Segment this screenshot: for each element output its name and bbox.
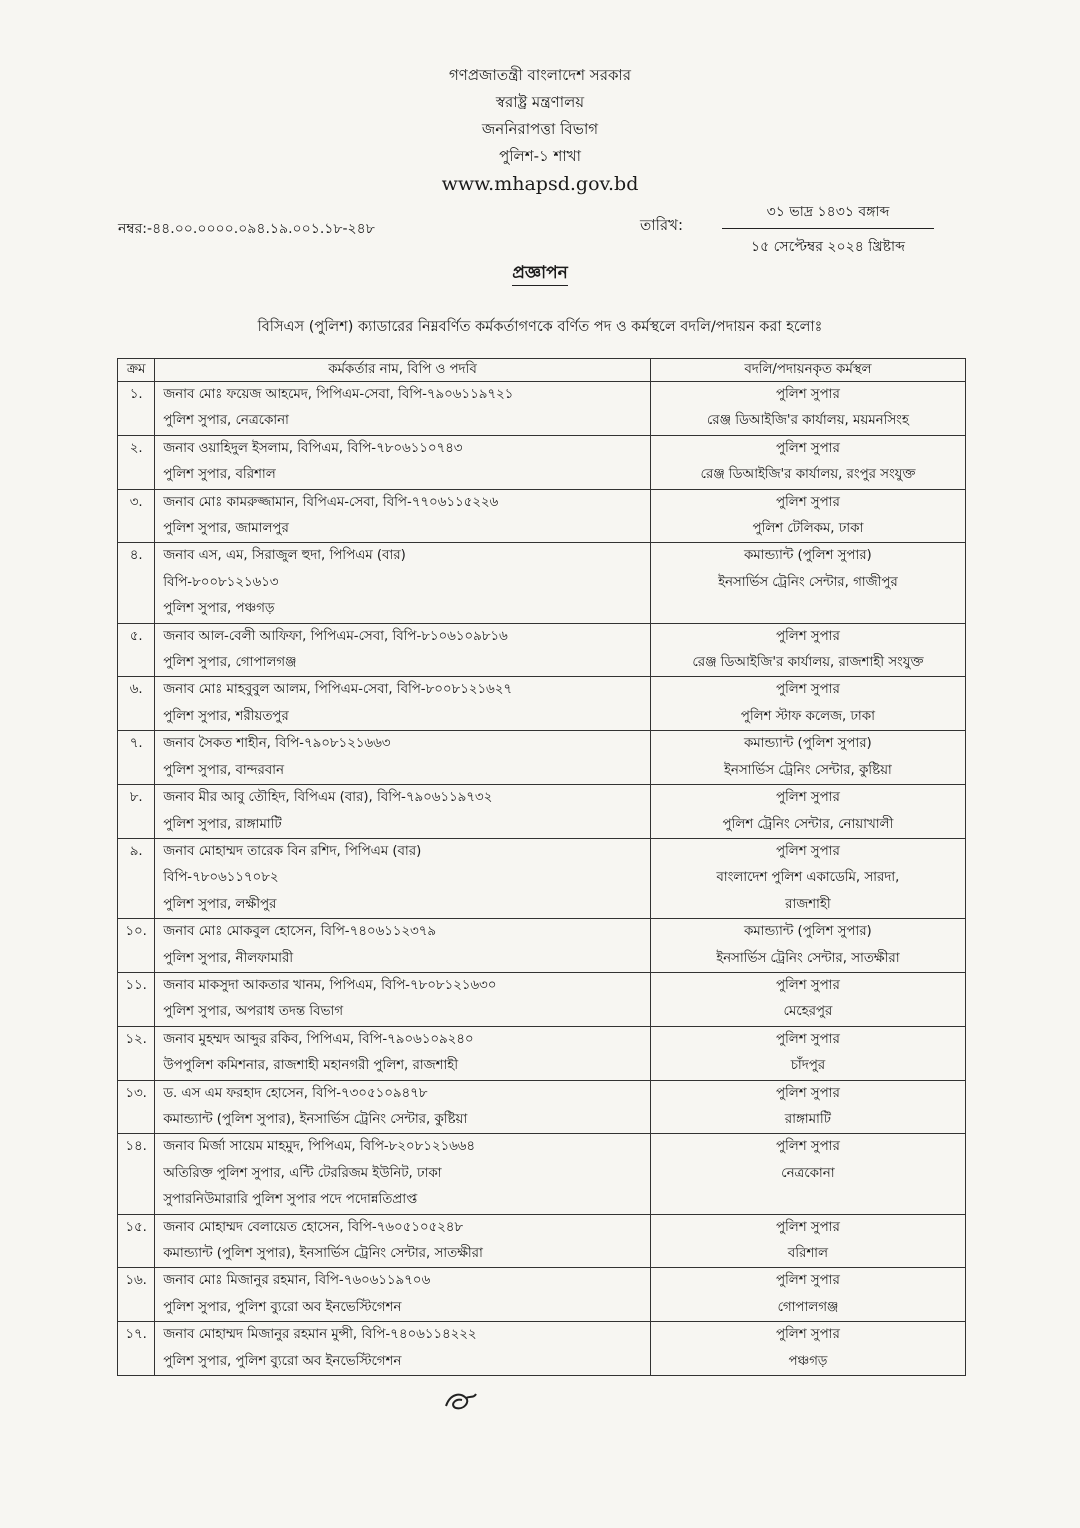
row-officer — [155, 919, 651, 973]
officer-line: জনাব মোঃ ফয়েজ আহমেদ, পিপিএম-সেবা, বিপি-৭৯০৬১১৯৭২১ — [163, 387, 514, 402]
date-block — [722, 200, 934, 259]
row-posting — [650, 1134, 965, 1214]
row-posting — [650, 785, 965, 839]
officer-line: পুলিশ সুপার, গোপালগঞ্জ — [163, 655, 297, 671]
officer-line: অতিরিক্ত পুলিশ সুপার, এন্টি টেররিজম ইউনিট, ঢাকা — [163, 1165, 442, 1181]
row-serial: ১৭. — [118, 1322, 155, 1376]
posting-line: পুলিশ সুপার — [775, 1085, 840, 1101]
officer-line: জনাব মোঃ মাহবুবুল আলম, পিপিএম-সেবা, বিপি-৮০০৮১২১৬২৭ — [163, 682, 512, 698]
posting-line: চাঁদপুর — [790, 1058, 826, 1074]
header-posting: বদলি/পদায়নকৃত কর্মস্থল — [650, 359, 965, 382]
officer-line: পুলিশ সুপার, জামালপুর — [163, 521, 289, 537]
officer-line: পুলিশ সুপার, বরিশাল — [163, 467, 276, 483]
row-posting — [650, 543, 965, 623]
officer-line: ড. এস এম ফরহাদ হোসেন, বিপি-৭৩০৫১০৯৪৭৮ — [163, 1085, 428, 1101]
officer-line: সুপারনিউমারারি পুলিশ সুপার পদে পদোন্নতিপ্রাপ্ত — [163, 1192, 417, 1208]
row-officer — [155, 1214, 651, 1268]
row-posting — [650, 382, 965, 436]
posting-line: রেঞ্জ ডিআইজি'র কার্যালয়, রাজশাহী সংযুক্ত — [692, 655, 924, 671]
posting-line: পুলিশ সুপার — [775, 387, 840, 402]
header-officer: কর্মকর্তার নাম, বিপি ও পদবি — [155, 359, 651, 382]
row-posting — [650, 1214, 965, 1268]
officer-line: জনাব মোহাম্মদ বেলায়েত হোসেন, বিপি-৭৬০৫১০৫২৪৮ — [163, 1219, 464, 1235]
row-officer — [155, 543, 651, 623]
officer-line: কমান্ড্যান্ট (পুলিশ সুপার), ইনসার্ভিস ট্রেনিং সেন্টার, সাতক্ষীরা — [163, 1246, 483, 1261]
officer-line: পুলিশ সুপার, লক্ষীপুর — [163, 896, 277, 912]
posting-line: ইনসার্ভিস ট্রেনিং সেন্টার, কুষ্টিয়া — [723, 762, 892, 778]
table-row — [118, 1080, 966, 1134]
row-posting — [650, 731, 965, 785]
row-officer — [155, 1026, 651, 1080]
table-row — [118, 1214, 966, 1268]
row-posting — [650, 972, 965, 1026]
posting-line: মেহেরপুর — [783, 1004, 833, 1020]
table-row — [118, 382, 966, 436]
officer-line: পুলিশ সুপার, পঞ্চগড় — [163, 601, 275, 617]
posting-line: পুলিশ সুপার — [775, 1031, 840, 1047]
posting-line: বরিশাল — [787, 1246, 828, 1261]
table-row — [118, 623, 966, 677]
row-serial: ১. — [118, 382, 155, 436]
officer-line: জনাব মোহাম্মদ মিজানুর রহমান মুন্সী, বিপি-৭৪০৬১১৪২২২ — [163, 1327, 477, 1343]
officer-line: জনাব মীর আবু তৌহিদ, বিপিএম (বার), বিপি-৭৯০৬১১৯৭৩২ — [163, 790, 493, 806]
posting-line: রেঞ্জ ডিআইজি'র কার্যালয়, রংপুর সংযুক্ত — [700, 467, 916, 483]
row-posting — [650, 1026, 965, 1080]
row-serial: ১৫. — [118, 1214, 155, 1268]
row-serial: ৮. — [118, 785, 155, 839]
posting-line: পুলিশ সুপার — [775, 628, 840, 644]
officer-line: পুলিশ সুপার, রাঙ্গামাটি — [163, 816, 282, 832]
row-posting — [650, 1268, 965, 1322]
notice-title — [0, 260, 1080, 288]
row-posting — [650, 435, 965, 489]
transfer-table — [117, 358, 966, 1376]
header-website[interactable]: www.mhapsd.gov.bd — [441, 173, 639, 195]
row-serial: ৩. — [118, 489, 155, 543]
posting-line: পুলিশ সুপার — [775, 1139, 840, 1155]
posting-line: পুলিশ সুপার — [775, 1219, 840, 1235]
row-serial: ১১. — [118, 972, 155, 1026]
row-officer — [155, 838, 651, 918]
notice-title-text: প্রজ্ঞাপন — [512, 263, 568, 286]
officer-line: জনাব মোঃ মিজানুর রহমান, বিপি-৭৬০৬১১৯৭০৬ — [163, 1273, 431, 1289]
row-posting — [650, 1322, 965, 1376]
posting-line: কমান্ড্যান্ট (পুলিশ সুপার) — [744, 548, 872, 564]
header-serial: ক্রম — [118, 359, 155, 382]
table-row — [118, 919, 966, 973]
officer-line: জনাব এস, এম, সিরাজুল হুদা, পিপিএম (বার) — [163, 548, 406, 564]
officer-line: জনাব মাকসুদা আকতার খানম, পিপিএম, বিপি-৭৮০৮১২১৬৩০ — [163, 977, 497, 993]
row-officer — [155, 489, 651, 543]
posting-line: কমান্ড্যান্ট (পুলিশ সুপার) — [744, 736, 872, 752]
officer-line: জনাব মোঃ কামরুজ্জামান, বিপিএম-সেবা, বিপি-৭৭০৬১১৫২২৬ — [163, 494, 499, 510]
posting-line: নেত্রকোনা — [781, 1165, 835, 1181]
row-serial: ১০. — [118, 919, 155, 973]
row-posting — [650, 919, 965, 973]
posting-line: পুলিশ স্টাফ কলেজ, ঢাকা — [740, 708, 875, 724]
posting-line: রাজশাহী — [785, 896, 831, 912]
row-serial: ৭. — [118, 731, 155, 785]
row-posting — [650, 677, 965, 731]
posting-line: পুলিশ সুপার — [775, 790, 840, 806]
row-officer — [155, 382, 651, 436]
row-serial: ১৬. — [118, 1268, 155, 1322]
posting-line: গোপালগঞ্জ — [777, 1299, 839, 1315]
officer-line: কমান্ড্যান্ট (পুলিশ সুপার), ইনসার্ভিস ট্রেনিং সেন্টার, কুষ্টিয়া — [163, 1111, 468, 1127]
table-row — [118, 1134, 966, 1214]
posting-line: বাংলাদেশ পুলিশ একাডেমি, সারদা, — [716, 870, 900, 886]
row-posting — [650, 623, 965, 677]
row-posting — [650, 838, 965, 918]
officer-line: জনাব মোঃ মোকবুল হোসেন, বিপি-৭৪০৬১১২৩৭৯ — [163, 924, 436, 940]
table-body — [118, 382, 966, 1376]
table-row — [118, 435, 966, 489]
posting-line: পুলিশ ট্রেনিং সেন্টার, নোয়াখালী — [722, 816, 894, 832]
officer-line: জনাব মুহম্মদ আব্দুর রকিব, পিপিএম, বিপি-৭৯০৬১০৯২৪০ — [163, 1031, 474, 1047]
table-row — [118, 838, 966, 918]
header-division: জননিরাপত্তা বিভাগ — [481, 120, 599, 138]
posting-line: পঞ্চগড় — [788, 1353, 828, 1369]
table-row — [118, 785, 966, 839]
posting-line: পুলিশ সুপার — [775, 494, 840, 510]
date-bangla: ৩১ ভাদ্র ১৪৩১ বঙ্গাব্দ — [722, 200, 934, 229]
officer-line: পুলিশ সুপার, শরীয়তপুর — [163, 708, 289, 724]
row-serial: ১২. — [118, 1026, 155, 1080]
table-row — [118, 677, 966, 731]
posting-line: রেঞ্জ ডিআইজি'র কার্যালয়, ময়মনসিংহ — [706, 413, 909, 429]
table-row — [118, 972, 966, 1026]
row-officer — [155, 677, 651, 731]
row-officer — [155, 1268, 651, 1322]
officer-line: জনাব মোহাম্মদ তারেক বিন রশিদ, পিপিএম (বার) — [163, 843, 422, 859]
row-officer — [155, 785, 651, 839]
table-row — [118, 731, 966, 785]
initial-signature — [440, 1386, 480, 1416]
officer-line: পুলিশ সুপার, পুলিশ ব্যুরো অব ইনভেস্টিগেশন — [163, 1353, 402, 1369]
posting-line: পুলিশ সুপার — [775, 1273, 840, 1289]
posting-line: পুলিশ সুপার — [775, 682, 840, 698]
table-header-row — [118, 359, 966, 382]
posting-line: পুলিশ সুপার — [775, 843, 840, 859]
posting-line: ইনসার্ভিস ট্রেনিং সেন্টার, সাতক্ষীরা — [716, 950, 900, 966]
header-government: গণপ্রজাতন্ত্রী বাংলাদেশ সরকার — [448, 66, 632, 84]
posting-line: পুলিশ সুপার — [775, 1327, 840, 1343]
table-row — [118, 543, 966, 623]
row-officer — [155, 1322, 651, 1376]
table-row — [118, 1322, 966, 1376]
officer-line: জনাব সৈকত শাহীন, বিপি-৭৯০৮১২১৬৬৩ — [163, 736, 391, 752]
header-branch: পুলিশ-১ শাখা — [499, 147, 581, 165]
posting-line: কমান্ড্যান্ট (পুলিশ সুপার) — [744, 924, 872, 940]
posting-line: রাঙ্গামাটি — [784, 1111, 831, 1127]
reference-number: নম্বর:-৪৪.০০.০০০০.০৯৪.১৯.০০১.১৮-২৪৮ — [118, 221, 375, 237]
row-serial: ৫. — [118, 623, 155, 677]
row-officer — [155, 972, 651, 1026]
row-officer — [155, 731, 651, 785]
officer-line: বিপি-৭৮০৬১১৭০৮২ — [163, 870, 279, 886]
officer-line: পুলিশ সুপার, পুলিশ ব্যুরো অব ইনভেস্টিগেশন — [163, 1299, 402, 1315]
posting-line: পুলিশ টেলিকম, ঢাকা — [752, 521, 864, 537]
date-english: ১৫ সেপ্টেম্বর ২০২৪ খ্রিষ্টাব্দ — [751, 239, 905, 255]
row-serial: ৪. — [118, 543, 155, 623]
row-serial: ১৪. — [118, 1134, 155, 1214]
posting-line: পুলিশ সুপার — [775, 977, 840, 993]
row-serial: ৯. — [118, 838, 155, 918]
posting-line: পুলিশ সুপার — [775, 440, 840, 456]
row-officer — [155, 623, 651, 677]
table-row — [118, 1268, 966, 1322]
document-header — [0, 62, 1080, 198]
officer-line: পুলিশ সুপার, অপরাধ তদন্ত বিভাগ — [163, 1004, 343, 1020]
posting-line: ইনসার্ভিস ট্রেনিং সেন্টার, গাজীপুর — [718, 574, 898, 590]
row-posting — [650, 489, 965, 543]
table-row — [118, 1026, 966, 1080]
intro-text: বিসিএস (পুলিশ) ক্যাডারের নিম্নবর্ণিত কর্মকর্তাগণকে বর্ণিত পদ ও কর্মস্থলে বদলি/পদায়ন করা হলোঃ — [257, 319, 823, 335]
officer-line: পুলিশ সুপার, নেত্রকোনা — [163, 413, 289, 429]
row-serial: ২. — [118, 435, 155, 489]
officer-line: জনাব মির্জা সায়েম মাহমুদ, পিপিএম, বিপি-৮২০৮১২১৬৬৪ — [163, 1139, 476, 1155]
officer-line: উপপুলিশ কমিশনার, রাজশাহী মহানগরী পুলিশ, রাজশাহী — [163, 1058, 459, 1074]
row-serial: ৬. — [118, 677, 155, 731]
row-officer — [155, 1134, 651, 1214]
row-officer — [155, 1080, 651, 1134]
date-label: তারিখ: — [640, 216, 684, 234]
row-posting — [650, 1080, 965, 1134]
officer-line: পুলিশ সুপার, নীলফামারী — [163, 950, 294, 966]
row-serial: ১৩. — [118, 1080, 155, 1134]
officer-line: জনাব ওয়াহিদুল ইসলাম, বিপিএম, বিপি-৭৮০৬১১০৭৪৩ — [163, 440, 463, 456]
officer-line: জনাব আল-বেলী আফিফা, পিপিএম-সেবা, বিপি-৮১০৬১০৯৮১৬ — [163, 628, 508, 644]
row-officer — [155, 435, 651, 489]
officer-line: পুলিশ সুপার, বান্দরবান — [163, 762, 284, 778]
header-ministry: স্বরাষ্ট্র মন্ত্রণালয় — [495, 93, 585, 111]
table-row — [118, 489, 966, 543]
officer-line: বিপি-৮০০৮১২১৬১৩ — [163, 574, 279, 590]
